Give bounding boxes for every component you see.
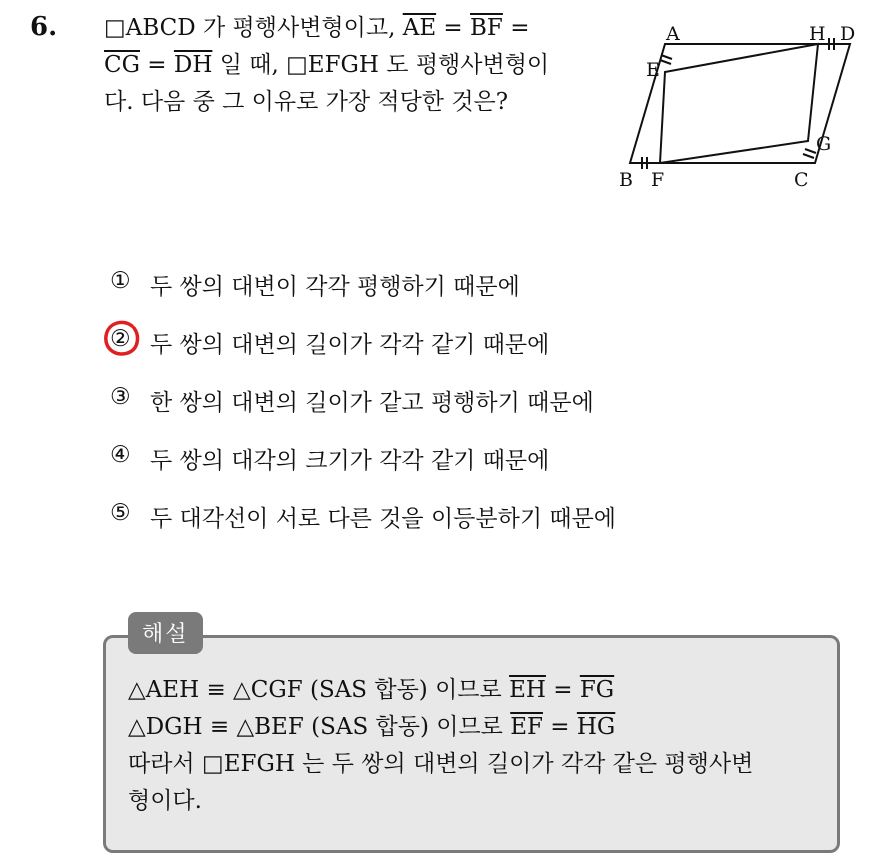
tick-ae — [660, 55, 672, 64]
explanation-tag: 해설 — [128, 612, 203, 654]
choice-text: 두 대각선이 서로 다른 것을 이등분하기 때문에 — [150, 506, 617, 532]
segment-fg: $\overline{FG}$ — [579, 677, 615, 703]
choice-text: 한 쌍의 대변의 길이가 같고 평행하기 때문에 — [150, 390, 594, 416]
segment-cg: $\overline{CG}$ — [104, 52, 140, 78]
choice-number: ③ — [110, 384, 131, 410]
choice-number: ④ — [110, 442, 131, 468]
explanation-text — [128, 672, 828, 820]
choice-text: 두 쌍의 대변이 각각 평행하기 때문에 — [150, 274, 520, 300]
segment-dh: $\overline{DH}$ — [173, 52, 213, 78]
segment-bf: $\overline{BF}$ — [470, 15, 503, 41]
answer-choices — [110, 268, 616, 558]
label-d: D — [840, 23, 856, 45]
choice-5[interactable] — [110, 500, 616, 558]
stem-line-3: 다. 다음 중 그 이유로 가장 적당한 것은? — [104, 89, 509, 115]
parallelogram-efgh — [660, 44, 818, 163]
label-a: A — [666, 23, 680, 45]
segment-eh: $\overline{EH}$ — [509, 677, 546, 703]
segment-ae: $\overline{AE}$ — [402, 15, 437, 41]
choice-4[interactable] — [110, 442, 616, 500]
segment-ef: $\overline{EF}$ — [510, 714, 543, 740]
answer-circle-mark — [102, 318, 144, 360]
choice-3[interactable] — [110, 384, 616, 442]
explanation-line-2: △DGH ≡ △BEF (SAS 합동) 이므로 $\overline{EF} = \overline{HG}$ — [128, 714, 616, 740]
choice-2[interactable] — [110, 326, 616, 384]
question-number: 6. — [30, 12, 58, 42]
label-c: C — [794, 169, 809, 191]
explanation-line-4: 형이다. — [128, 788, 202, 814]
choice-number: ⑤ — [110, 500, 131, 526]
choice-number: ① — [110, 268, 131, 294]
choice-number: ② — [110, 326, 131, 352]
choice-1[interactable] — [110, 268, 616, 326]
choice-text: 두 쌍의 대변의 길이가 각각 같기 때문에 — [150, 332, 550, 358]
explanation-line-1: △AEH ≡ △CGF (SAS 합동) 이므로 $\overline{EH} = \overline{FG}$ — [128, 677, 615, 703]
label-f: F — [651, 169, 665, 191]
choice-text: 두 쌍의 대각의 크기가 각각 같기 때문에 — [150, 448, 550, 474]
stem-line-2: $\overline{CG} = \overline{DH}$ 일 때, □EFGH 도 평행사변형이 — [104, 52, 550, 78]
label-h: H — [809, 23, 826, 45]
label-b: B — [619, 169, 633, 191]
stem-line-1: □ABCD 가 평행사변형이고, $\overline{AE} = \overline{BF}$ = — [104, 15, 530, 41]
explanation-line-3: 따라서 □EFGH 는 두 쌍의 대변의 길이가 각각 같은 평행사변 — [128, 751, 754, 777]
segment-hg: $\overline{HG}$ — [576, 714, 616, 740]
label-e: E — [646, 59, 660, 81]
label-g: G — [816, 133, 832, 155]
tick-cg — [803, 149, 816, 158]
parallelogram-figure — [615, 20, 865, 195]
question-stem — [104, 10, 594, 121]
